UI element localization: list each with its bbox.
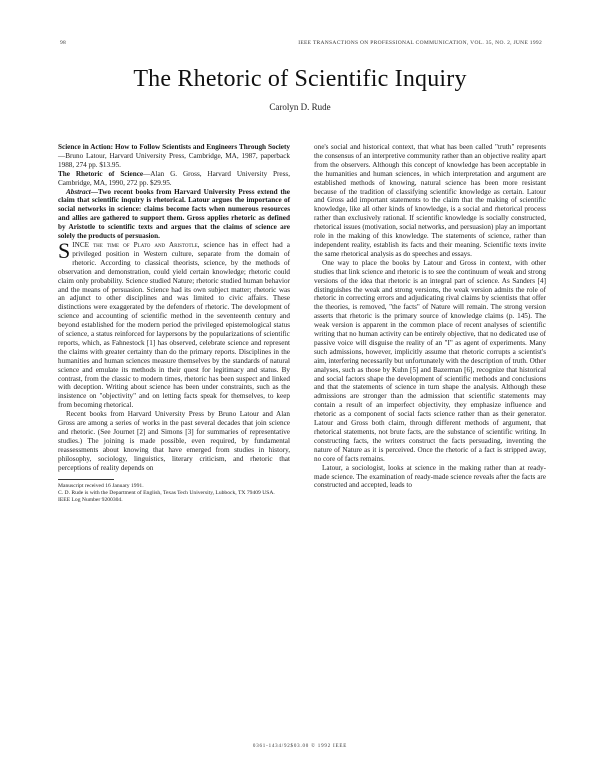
abstract xyxy=(58,188,290,241)
body-paragraph-2: Recent books from Harvard University Press by Bruno Latour and Alan Gross are among a series of works in the past several decades that join science and rhetoric. (See Journet [2] and Simons [3] for summaries of representative studies.) The joining is made possible, even required, by fundamental reassessments about knowing that have emerged from studies in history, philosophy, sociology, linguistics, literary criticism, and rhetoric that perceptions of reality depends on xyxy=(58,410,290,472)
abstract-text: —Two recent books from Harvard University Press extend the claim that scientific inquiry is rhetorical. Latour argues the importance of social networks in science: claims become facts when numerous resources and allies are gathered to support them. Gross applies rhetoric as defined by Aristotle to scientific texts and argues that the claims of science are solely the products of persuasion. xyxy=(58,187,290,241)
lead-words: INCE the time of Plato and Aristotle, xyxy=(72,240,200,249)
footnote-log-number: IEEE Log Number 9200304. xyxy=(58,496,123,503)
article-title: The Rhetoric of Scientific Inquiry xyxy=(133,66,467,92)
page-number: 98 xyxy=(60,40,67,46)
review-citation-2 xyxy=(58,170,290,188)
article-author: Carolyn D. Rude xyxy=(269,102,331,112)
drop-cap: S xyxy=(58,237,71,263)
review-citation-1 xyxy=(58,143,290,170)
footnote-rule xyxy=(58,479,114,480)
review-details-1: —Bruno Latour, Harvard University Press, Cambridge, MA, 1987, paperback 1988, 274 pp. $13.95. xyxy=(58,151,290,169)
running-header: IEEE TRANSACTIONS ON PROFESSIONAL COMMUNICATION, VOL. 35, NO. 2, JUNE 1992 xyxy=(298,40,542,46)
review-book-title-1: Science in Action: How to Follow Scientists and Engineers Through Society xyxy=(58,143,290,151)
left-column xyxy=(58,143,290,504)
right-column xyxy=(314,143,546,490)
footnote-affiliation: C. D. Rude is with the Department of English, Texas Tech University, Lubbock, TX 79409 USA. xyxy=(58,489,275,496)
right-paragraph-3: Latour, a sociologist, looks at science in the making rather than at ready-made science. The examination of ready-made science reveals after the facts are constructed and accepted, leads to xyxy=(314,463,546,490)
footnote-received: Manuscript received 16 January 1991. xyxy=(58,482,144,489)
right-paragraph-1: one's social and historical context, that what has been called "truth" represents the consensus of an interpretive community rather than an objective reality apart from the observers. Although this concept of knowledge has been acceptable in the humanities and human sciences, in which interpretation and argument are established methods of knowing, natural science has been more resistant because of the tradition of classifying scientific knowledge as certain. Latour and Gross add important statements to the claim that the making of scientific knowledge, like all other kinds of knowledge, is a social and rhetorical process rather than exclusively rational. If scientific knowledge is socially constructed, rhetorical issues (motivation, social networks, and persuasion) play an important role in the making of this knowledge. The statements of science, rather than independent reality, establish its facts and their meaning. Scientific texts invite the same rhetorical analysis as do speeches and essays. xyxy=(314,143,546,258)
review-details-2: —Alan G. Gross, Harvard University Press, Cambridge, MA, 1990, 272 pp. $29.95. xyxy=(58,169,290,187)
right-paragraph-2: One way to place the books by Latour and Gross in context, with other studies that link science and rhetoric is to see the continuum of weak and strong versions of the idea that rhetoric is an integral part of science. As Sanders [4] distinguishes the weak and strong versions, the weak version admits the role of rhetoric in correcting errors and adjudicating rival claims by scientists that offer the theories, is removed, "the facts" of Nature will remain. The strong version asserts that rhetoric is the primary source of knowledge claims (p. 145). The weak version is apparent in the common place of recent analyses of scientific writing that no human activity can be entirely objective, that no dedicated use of passive voice will disguise the reality of an "I" as agent of experiments. Many such admissions, however, implicitly assume that rhetoric corrupts a scientist's aim, interfering necessarily but unfortunately with the description of truth. Other analyses, such as those by Kuhn [5] and Bazerman [6], recognize that historical and social factors shape the development of scientific methods and conclusions and that the statements of science in turn shape the analysis. Although these admissions are stronger than the admission that scientific statements may contain a result of an imperfect objectivity, they emphasize influence and rhetoric as a component of social facts science rather than as their generator. Latour and Gross both claim, through different methods of argument, that rhetorical statements, not brute facts, are the substance of scientific writing. In constructing facts, the writers construct the facts persuading, inventing the nature of Nature as it is perceived. Once the rhetoric of a fact is stripped away, no core of facts remains. xyxy=(314,258,546,463)
review-book-title-2: The Rhetoric of Science xyxy=(58,169,144,178)
paragraph-1-text: science has in effect had a privileged position in Western culture, separate from the domain of rhetoric. According to classical theorists, science, by the methods of observation and demonstration, could yield certain knowledge; rhetoric could claim only probability. Science studied Nature; rhetoric studied human behavior and the means of persuasion. Science had its own subject matter; rhetoric was an adjunct to other disciplines and was limited to civic affairs. These distinctions were exaggerated by the defenders of rhetoric. The development of science and accounting of scientific method in the seventeenth century and beyond established for the modern period the privileged epistemological status of science, a status reinforced for laypersons by the popularizations of scientific reports, which, as Fahnestock [1] has observed, celebrate science and represent the claims with greater certainty than do the primary reports. Disciplines in the humanities and human sciences measure themselves by the standards of natural science and emulate its methods in their quest for legitimacy and status. By contrast, from the classic to modern times, rhetoric has been suspect and linked with deception. Writing about science has been under constraints, such as the insistence on "objectivity" and on letting facts speak for themselves, to keep from becoming rhetorical. xyxy=(58,240,290,410)
body-paragraph-1 xyxy=(58,237,290,410)
abstract-label: Abstract xyxy=(66,187,91,196)
page-footer: 0361-1434/92$03.00 © 1992 IEEE xyxy=(252,744,348,749)
